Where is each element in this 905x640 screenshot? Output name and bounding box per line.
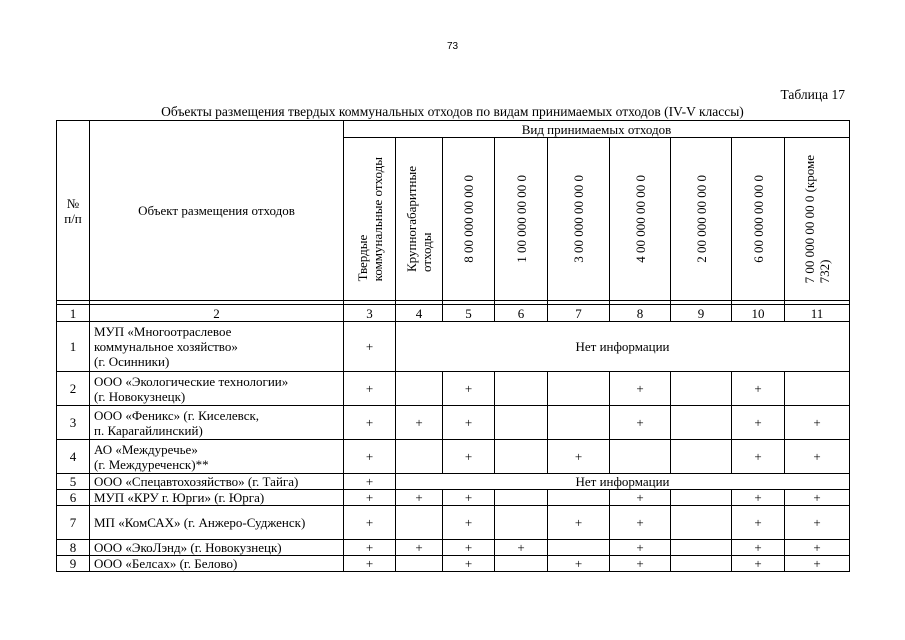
waste-type-cell: +	[495, 540, 548, 556]
waste-type-cell	[495, 372, 548, 406]
waste-type-cell: +	[732, 490, 785, 506]
row-number: 4	[57, 440, 90, 474]
column-number-row	[57, 305, 850, 322]
column-number: 7	[548, 305, 610, 322]
waste-type-cell	[396, 506, 443, 540]
waste-type-cell: +	[610, 372, 671, 406]
waste-type-cell	[785, 372, 850, 406]
column-number: 3	[344, 305, 396, 322]
row-number: 1	[57, 322, 90, 372]
row-number: 9	[57, 556, 90, 572]
waste-type-cell	[671, 490, 732, 506]
waste-type-cell	[548, 540, 610, 556]
waste-type-cell: +	[443, 372, 495, 406]
waste-type-cell: +	[732, 372, 785, 406]
waste-type-cell: +	[785, 506, 850, 540]
facility-name: ООО «Экологические технологии» (г. Новокузнецк)	[90, 372, 344, 406]
waste-type-cell	[671, 506, 732, 540]
facility-name: ООО «Спецавтохозяйство» (г. Тайга)	[90, 474, 344, 490]
table-row	[57, 490, 850, 506]
header-waste-type-label: 3 00 000 00 00 0	[571, 175, 586, 263]
waste-type-cell	[610, 440, 671, 474]
waste-type-cell: +	[548, 440, 610, 474]
header-waste-type	[344, 138, 396, 301]
table-row	[57, 474, 850, 490]
waste-type-cell	[396, 556, 443, 572]
waste-type-cell	[671, 556, 732, 572]
waste-type-cell	[671, 540, 732, 556]
column-number: 10	[732, 305, 785, 322]
header-waste-type-label: 8 00 000 00 00 0	[461, 175, 476, 263]
waste-type-cell: +	[610, 556, 671, 572]
column-number: 8	[610, 305, 671, 322]
header-waste-type	[610, 138, 671, 301]
waste-type-cell: +	[610, 490, 671, 506]
waste-facilities-table	[56, 120, 850, 572]
header-waste-type	[671, 138, 732, 301]
header-waste-type-label: 1 00 000 00 00 0	[513, 175, 529, 263]
waste-type-cell: +	[548, 506, 610, 540]
waste-type-cell	[495, 556, 548, 572]
waste-type-cell: +	[344, 506, 396, 540]
row-number: 7	[57, 506, 90, 540]
table-row	[57, 556, 850, 572]
header-waste-type	[732, 138, 785, 301]
waste-type-cell	[495, 506, 548, 540]
table-row	[57, 440, 850, 474]
waste-type-cell: +	[344, 540, 396, 556]
column-number: 11	[785, 305, 850, 322]
waste-type-cell	[671, 440, 732, 474]
waste-type-cell: +	[610, 406, 671, 440]
waste-type-cell	[671, 406, 732, 440]
header-num	[57, 121, 90, 301]
table-title: Объекты размещения твердых коммунальных отходов по видам принимаемых отходов (IV-V классы)	[161, 104, 744, 119]
waste-type-cell: +	[443, 540, 495, 556]
waste-type-cell: +	[344, 406, 396, 440]
facility-name: МУП «Многоотраслевое коммунальное хозяйство» (г. Осинники)	[90, 322, 344, 372]
column-number: 2	[90, 305, 344, 322]
table-row	[57, 322, 850, 372]
waste-type-cell	[548, 490, 610, 506]
waste-type-cell: +	[785, 440, 850, 474]
waste-type-cell: +	[443, 406, 495, 440]
waste-type-cell	[396, 440, 443, 474]
column-number: 1	[57, 305, 90, 322]
facility-name: АО «Междуречье» (г. Междуреченск)**	[90, 440, 344, 474]
waste-type-cell: +	[344, 372, 396, 406]
column-number: 4	[396, 305, 443, 322]
header-waste-type	[396, 138, 443, 301]
header-waste-type-label: 4 00 000 00 00 0	[632, 175, 648, 263]
waste-type-cell: +	[785, 406, 850, 440]
header-waste-type	[495, 138, 548, 301]
waste-type-cell: +	[443, 440, 495, 474]
table-body	[57, 301, 850, 572]
facility-name: ООО «ЭкоЛэнд» (г. Новокузнецк)	[90, 540, 344, 556]
row-number: 6	[57, 490, 90, 506]
waste-type-cell: +	[732, 540, 785, 556]
waste-type-cell: +	[344, 322, 396, 372]
waste-type-cell: +	[396, 490, 443, 506]
header-waste-type-label: Крупногабаритные отходы	[404, 166, 434, 272]
header-waste-type	[443, 138, 495, 301]
header-waste-type	[548, 138, 610, 301]
row-number: 2	[57, 372, 90, 406]
waste-type-cell	[396, 372, 443, 406]
facility-name: МУП «КРУ г. Юрги» (г. Юрга)	[90, 490, 344, 506]
waste-type-cell	[548, 406, 610, 440]
waste-type-cell: +	[610, 540, 671, 556]
column-number: 5	[443, 305, 495, 322]
table-row	[57, 540, 850, 556]
waste-type-cell	[495, 490, 548, 506]
table-row	[57, 406, 850, 440]
waste-type-cell: +	[785, 490, 850, 506]
waste-type-cell	[548, 372, 610, 406]
column-number: 9	[671, 305, 732, 322]
waste-type-cell: +	[443, 556, 495, 572]
row-number: 3	[57, 406, 90, 440]
waste-type-cell: +	[610, 506, 671, 540]
waste-type-cell: +	[732, 556, 785, 572]
header-waste-type-label: Твердые коммунальные отходы	[354, 156, 385, 282]
waste-type-cell: +	[732, 406, 785, 440]
facility-name: ООО «Белсах» (г. Белово)	[90, 556, 344, 572]
header-waste-type-label: 2 00 000 00 00 0	[693, 175, 709, 263]
waste-type-cell: +	[396, 540, 443, 556]
table-label: Таблица 17	[780, 87, 845, 102]
header-object: Объект размещения отходов	[90, 121, 344, 301]
table-row	[57, 372, 850, 406]
no-info-cell: Нет информации	[396, 474, 850, 490]
page-number: 73	[446, 41, 459, 52]
waste-type-cell: +	[344, 556, 396, 572]
waste-type-cell	[495, 406, 548, 440]
waste-type-cell	[495, 440, 548, 474]
waste-type-cell: +	[732, 440, 785, 474]
column-number: 6	[495, 305, 548, 322]
header-waste-type	[785, 138, 850, 301]
header-num-text: № п/п	[64, 195, 82, 226]
header-waste-group: Вид принимаемых отходов	[344, 121, 850, 138]
waste-type-cell: +	[443, 490, 495, 506]
waste-type-cell: +	[785, 556, 850, 572]
waste-type-cell: +	[443, 506, 495, 540]
waste-type-cell: +	[396, 406, 443, 440]
waste-type-cell: +	[344, 490, 396, 506]
header-waste-type-label: 7 00 000 00 00 0 (кроме 732)	[802, 154, 832, 284]
waste-type-cell: +	[344, 440, 396, 474]
waste-type-cell: +	[785, 540, 850, 556]
no-info-cell: Нет информации	[396, 322, 850, 372]
table-row	[57, 506, 850, 540]
waste-type-cell: +	[344, 474, 396, 490]
header-waste-type-label: 6 00 000 00 00 0	[750, 175, 766, 263]
facility-name: МП «КомСАХ» (г. Анжеро-Судженск)	[90, 506, 344, 540]
facility-name: ООО «Феникс» (г. Киселевск, п. Карагайлинский)	[90, 406, 344, 440]
waste-type-cell: +	[732, 506, 785, 540]
row-number: 5	[57, 474, 90, 490]
waste-type-cell: +	[548, 556, 610, 572]
row-number: 8	[57, 540, 90, 556]
waste-type-cell	[671, 372, 732, 406]
